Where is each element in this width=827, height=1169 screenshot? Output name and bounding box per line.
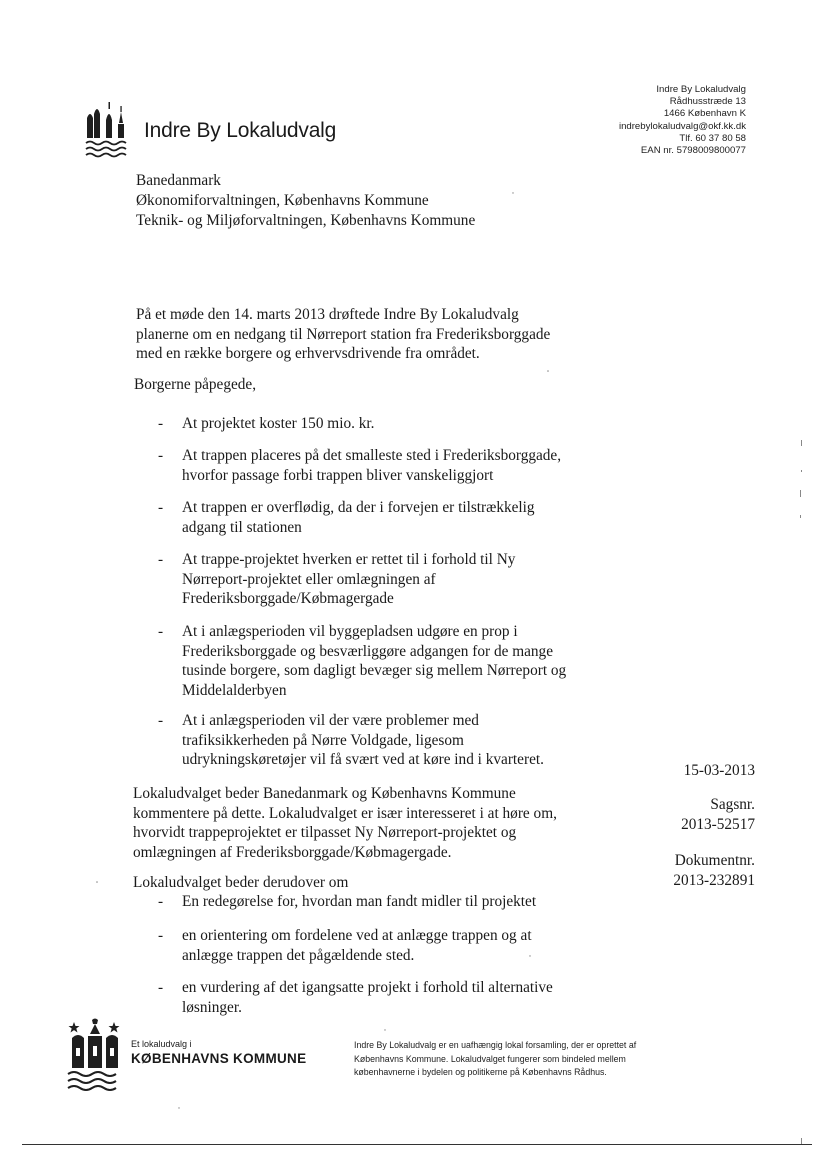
bullet-dash: - [158, 551, 164, 568]
list-item-line: At trappen er overflødig, da der i forvejen er tilstrækkelig [182, 499, 535, 516]
sender-line: Rådhusstræde 13 [669, 96, 746, 108]
footer-org-intro: Et lokaludvalg i [131, 1039, 192, 1049]
list-item-line: en vurdering af det igangsatte projekt i forhold til alternative [182, 979, 553, 996]
footer-note-line: Københavns Kommune. Lokaludvalget fungerer som bindeled mellem [354, 1053, 626, 1064]
intro-line: med en række borgere og erhvervsdrivende fra området. [136, 345, 480, 362]
list-item-line: At i anlægsperioden vil der være problemer med [182, 712, 479, 729]
list-item-line: At i anlægsperioden vil byggepladsen udgøre en prop i [182, 623, 518, 640]
list-item-line: tusinde borgere, som dagligt bevæger sig mellem Nørreport og [182, 662, 567, 679]
paragraph-line: Lokaludvalget beder Banedanmark og Københavns Kommune [133, 785, 516, 802]
document-number: 2013-232891 [673, 871, 755, 889]
paragraph-line: hvorvidt trappeprojektet er tilpasset Ny Nørreport-projektet og [133, 824, 517, 841]
list-item-line: En redegørelse for, hvordan man fandt midler til projektet [182, 893, 537, 910]
list-item-line: Frederiksborggade og besværliggøre adgangen for de mange [182, 642, 553, 660]
list-item-line: At trappen placeres på det smalleste sted i Frederiksborggade, [182, 447, 562, 464]
list-item-line: Middelalderbyen [182, 681, 287, 699]
bullet-dash: - [158, 623, 164, 640]
list-item-line: udrykningskøretøjer vil få svært ved at køre ind i kvarteret. [182, 751, 544, 768]
footer-note-line: københavnerne i bydelen og politikerne på Københavns Rådhus. [354, 1067, 607, 1078]
list-item-line: anlægge trappen det pågældende sted. [182, 946, 415, 964]
list-item-line: løsninger. [182, 998, 242, 1016]
intro-line: På et møde den 14. marts 2013 drøftede Indre By Lokaludvalg [136, 306, 519, 323]
letter-date: 15-03-2013 [683, 762, 755, 779]
list-item-line: Frederiksborggade/Købmagergade [182, 590, 394, 607]
bullet-dash: - [158, 712, 164, 729]
bullet-dash: - [158, 927, 164, 944]
bullet-dash: - [158, 893, 164, 910]
bullet-dash: - [158, 447, 164, 464]
list-item-line: Nørreport-projektet eller omlægningen af [182, 570, 436, 588]
intro-line: planerne om en nedgang til Nørreport station fra Frederiksborggade [136, 325, 551, 343]
list-item-line: en orientering om fordelene ved at anlægge trappen og at [182, 927, 532, 944]
bullet-dash: - [158, 979, 164, 996]
sender-line: indrebylokaludvalg@okf.kk.dk [618, 120, 746, 132]
recipient: Teknik- og Miljøforvaltningen, Københavns Kommune [136, 212, 476, 229]
sender-line: 1466 København K [663, 108, 746, 120]
footer-org-name: KØBENHAVNS KOMMUNE [131, 1051, 307, 1066]
list-item-line: trafiksikkerheden på Nørre Voldgade, ligesom [182, 731, 464, 749]
recipient: Banedanmark [136, 172, 221, 189]
bullet-dash: - [158, 415, 164, 432]
list-item-line: At trappe-projektet hverken er rettet til i forhold til Ny [182, 551, 516, 568]
sender-line: Tlf. 60 37 80 58 [679, 132, 746, 144]
sender-line: EAN nr. 5798009800077 [640, 145, 746, 157]
paragraph-line: kommentere på dette. Lokaludvalget er især interesseret i at høre om, [133, 804, 557, 822]
bullet-dash: - [158, 499, 164, 516]
case-number: 2013-52517 [681, 815, 755, 833]
case-number-label: Sagsnr. [710, 796, 755, 813]
list-item-line: At projektet koster 150 mio. kr. [182, 415, 375, 432]
sender-line: Indre By Lokaludvalg [656, 84, 746, 95]
logo-title: Indre By Lokaludvalg [144, 119, 337, 142]
paragraph-line: omlægningen af Frederiksborggade/Købmagergade. [133, 843, 452, 861]
document-number-label: Dokumentnr. [674, 852, 755, 869]
lead-text: Borgerne påpegede, [134, 376, 257, 393]
list-item-line: hvorfor passage forbi trappen bliver vanskeliggjort [182, 466, 494, 484]
recipient: Økonomiforvaltningen, Københavns Kommune [136, 192, 429, 209]
footer-note-line: Indre By Lokaludvalg er en uafhængig lokal forsamling, der er oprettet af [354, 1040, 637, 1050]
list-item-line: adgang til stationen [182, 518, 302, 536]
additional-request-lead: Lokaludvalget beder derudover om [133, 874, 349, 891]
